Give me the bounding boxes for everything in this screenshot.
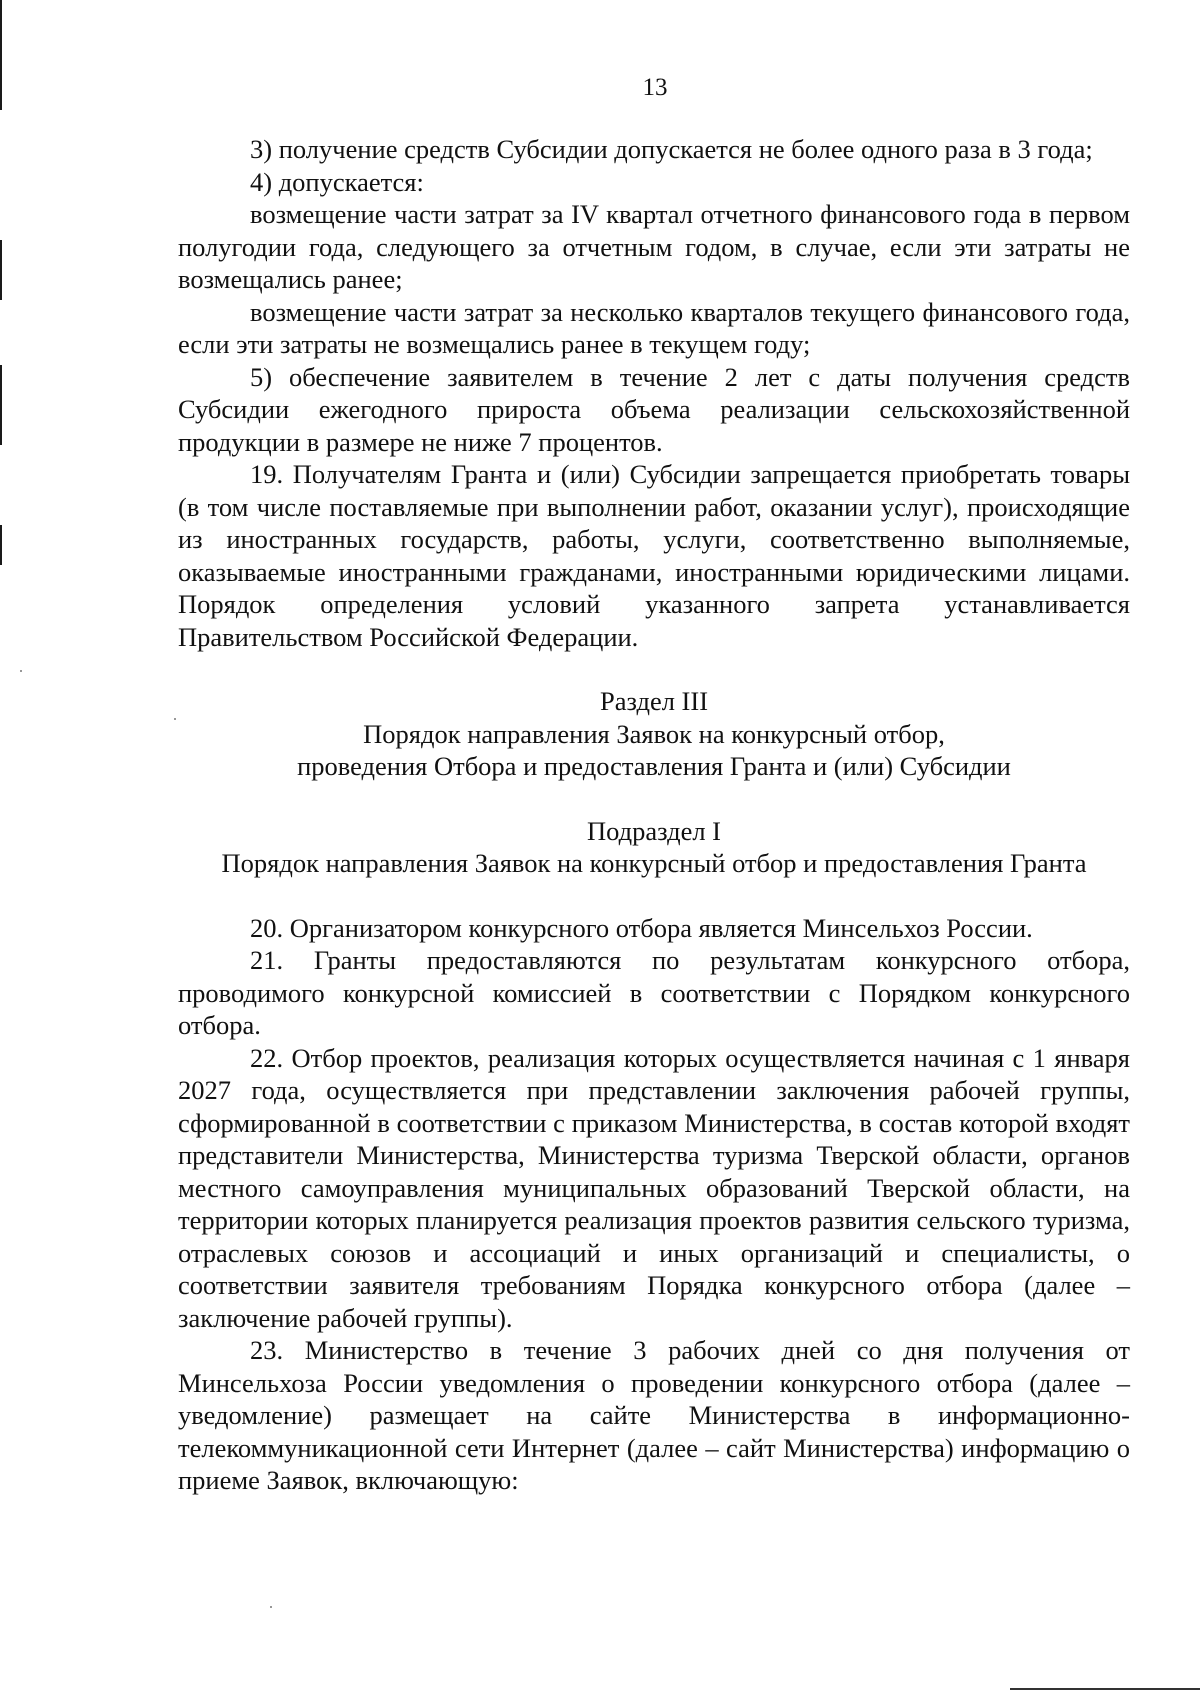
scan-bottom-line [1010,1688,1200,1690]
scan-speck [270,1606,272,1608]
subsection-title: Порядок направления Заявок на конкурсный отбор и предоставления Гранта [221,848,1087,878]
subsection-heading [178,815,1130,880]
paragraph: 3) получение средств Субсидии допускается не более одного раза в 3 года; [250,134,1093,164]
paragraph: 20. Организатором конкурсного отбора является Минсельхоз России. [250,912,1033,943]
scan-speck [20,670,22,672]
paragraph: 21. Гранты предоставляются по результатам конкурсного отбора, проводимого конкурсной комиссией в соответствии с Порядком конкурсного отбора. [178,945,1130,1040]
section-title-line: Порядок направления Заявок на конкурсный отбор, [363,718,945,749]
scan-speck [174,718,176,720]
page-number: 13 [642,74,668,101]
scan-edge-mark [0,525,2,565]
subsection-label: Подраздел I [586,815,722,846]
section-heading [178,685,1130,783]
scan-edge-mark [0,240,2,300]
paragraph: 4) допускается: [250,166,424,197]
section-title-line: проведения Отбора и предоставления Гранта и (или) Субсидии [297,751,1011,781]
document-body [178,133,1130,1497]
paragraph: 19. Получателям Гранта и (или) Субсидии запрещается приобретать товары (в том числе поставляемые при выполнении работ, оказании услуг), происходящие из иностранных государств, работы, услуги, соответственно выполняемые, оказываемые иностранными гражданами, иностранными юридическими лицами. Порядок определения условий указанного запрета устанавливается Правительством Российской Федерации. [178,459,1130,652]
paragraph: возмещение части затрат за IV квартал отчетного финансового года в первом полугодии года, следующего за отчетным годом, в случае, если эти затраты не возмещались ранее; [178,199,1130,294]
scan-edge-mark [0,365,2,445]
section-label: Раздел III [599,686,709,716]
paragraph: 5) обеспечение заявителем в течение 2 лет с даты получения средств Субсидии ежегодного прироста объема реализации сельскохозяйственной продукции в размере не ниже 7 процентов. [178,361,1130,457]
paragraph: 23. Министерство в течение 3 рабочих дней со дня получения от Минсельхоза России уведомления о проведении конкурсного отбора (далее – уведомление) размещает на сайте Министерства в информационно-телекоммуникационной сети Интернет (далее – сайт Министерства) информацию о приеме Заявок, включающую: [178,1335,1130,1495]
paragraph: возмещение части затрат за несколько кварталов текущего финансового года, если эти затраты не возмещались ранее в текущем году; [178,296,1130,359]
paragraph: 22. Отбор проектов, реализация которых осуществляется начиная с 1 января 2027 года, осуществляется при представлении заключения рабочей группы, сформированной в соответствии с приказом Министерства, в состав которой входят представители Министерства, Министерства туризма Тверской области, органов местного самоуправления муниципальных образований Тверской области, на территории которых планируется реализация проектов развития сельского туризма, отраслевых союзов и ассоциаций и иных организаций и специалисты, о соответствии заявителя требованиям Порядка конкурсного отбора (далее – заключение рабочей группы). [178,1042,1130,1333]
